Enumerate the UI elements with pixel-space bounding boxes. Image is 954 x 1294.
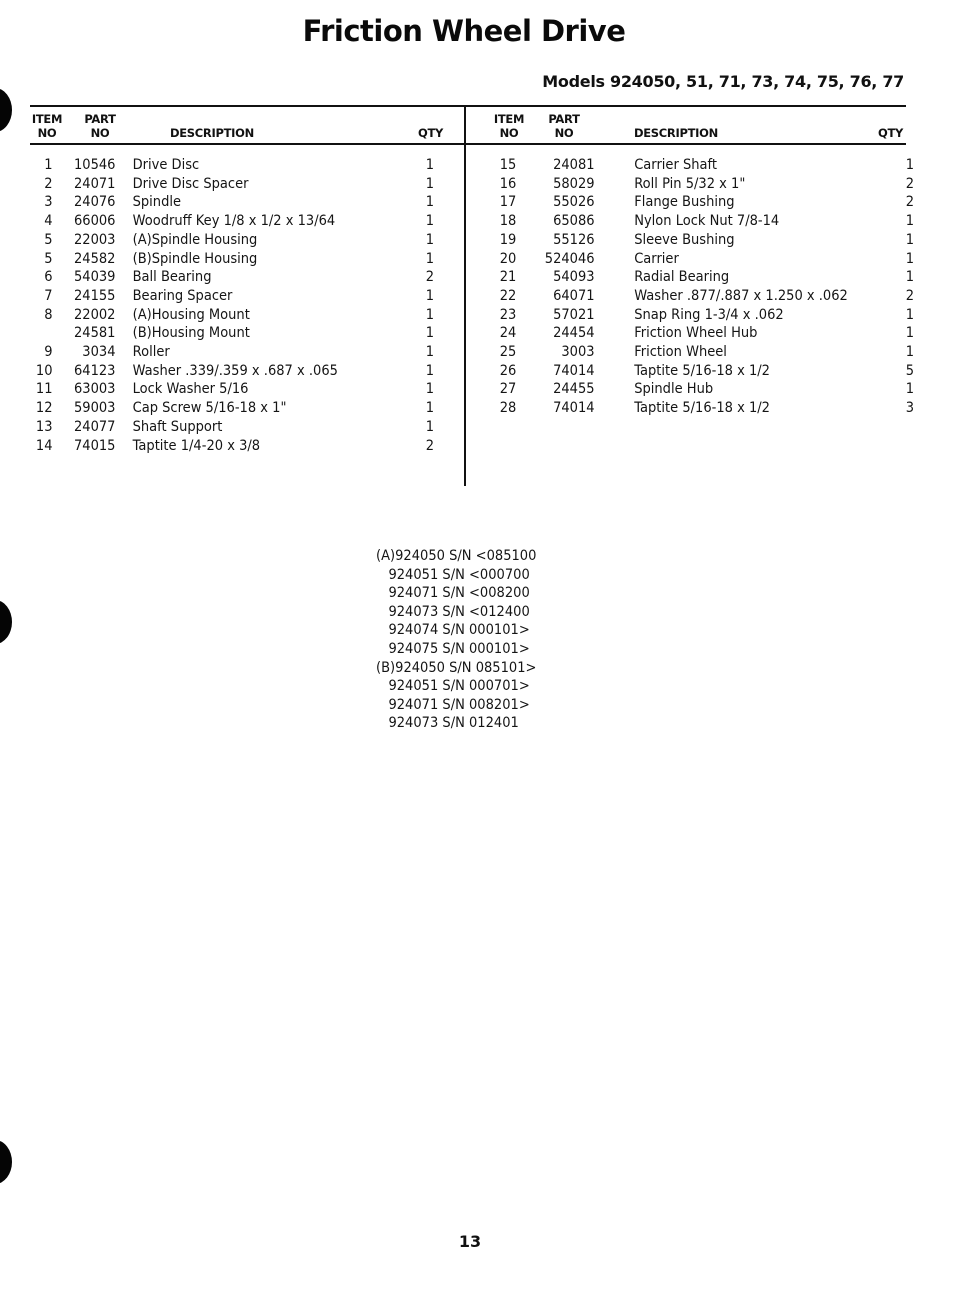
cell-qty: 2 xyxy=(905,175,915,192)
cell-part: 24581 xyxy=(73,325,116,342)
cell-qty: 2 xyxy=(905,287,915,304)
cell-part: 24081 xyxy=(553,157,595,173)
cell-part: 59003 xyxy=(73,400,116,417)
cell-part: 66006 xyxy=(73,213,116,230)
cell-part: 3003 xyxy=(561,344,595,360)
cell-part: 55026 xyxy=(553,194,595,211)
cell-part: 24155 xyxy=(73,287,116,304)
cell-qty: 2 xyxy=(905,194,915,211)
cell-desc: Friction Wheel Hub xyxy=(634,325,758,342)
cell-desc: (B)Housing Mount xyxy=(132,325,250,342)
table-row xyxy=(483,324,933,343)
table-row xyxy=(483,362,933,381)
cell-part: 24077 xyxy=(73,418,116,435)
left-header-part: PART NO xyxy=(84,112,116,140)
cell-qty: 1 xyxy=(425,194,435,211)
cell-item: 18 xyxy=(499,213,517,230)
cell-item: 5 xyxy=(44,231,53,248)
cell-part: 54093 xyxy=(553,269,595,286)
serial-note-line: 924073 S/N <012400 xyxy=(376,603,530,620)
cell-item: 12 xyxy=(35,400,53,417)
cell-desc: Nylon Lock Nut 7/8-14 xyxy=(634,213,780,230)
cell-item: 14 xyxy=(35,437,53,454)
cell-desc: Taptite 5/16-18 x 1/2 xyxy=(634,400,770,417)
cell-item: 23 xyxy=(499,306,517,323)
cell-desc: (A)Spindle Housing xyxy=(132,231,258,248)
cell-part: 524046 xyxy=(544,250,595,267)
table-row xyxy=(30,156,480,175)
table-row xyxy=(30,175,480,194)
cell-desc: Cap Screw 5/16-18 x 1" xyxy=(132,400,287,417)
cell-desc: Spindle xyxy=(132,194,182,211)
cell-qty: 5 xyxy=(905,362,915,379)
cell-desc: Drive Disc Spacer xyxy=(132,175,249,192)
serial-note-line: 924071 S/N <008200 xyxy=(376,585,530,602)
table-row xyxy=(483,231,933,250)
cell-part: 64123 xyxy=(73,362,116,379)
cell-item: 15 xyxy=(499,157,517,173)
cell-part: 24071 xyxy=(73,175,116,192)
cell-qty: 1 xyxy=(425,306,435,323)
cell-item: 24 xyxy=(499,325,517,342)
cell-qty: 1 xyxy=(905,250,915,267)
cell-desc: Roll Pin 5/32 x 1" xyxy=(634,175,746,192)
cell-desc: Taptite 5/16-18 x 1/2 xyxy=(634,362,770,379)
cell-desc: Friction Wheel xyxy=(634,344,727,360)
serial-note-line: 924074 S/N 000101> xyxy=(376,622,530,639)
cell-desc: Taptite 1/4-20 x 3/8 xyxy=(132,437,261,454)
cell-qty: 1 xyxy=(425,418,435,435)
cell-item: 16 xyxy=(499,175,517,192)
cell-qty: 1 xyxy=(905,269,915,286)
cell-desc: Ball Bearing xyxy=(132,269,212,286)
cell-item: 25 xyxy=(499,344,517,360)
table-row xyxy=(483,287,933,306)
cell-qty: 1 xyxy=(905,381,915,398)
cell-desc: Bearing Spacer xyxy=(132,287,233,304)
right-header-item: ITEM NO xyxy=(493,112,525,140)
cell-part: 65086 xyxy=(553,213,595,230)
cell-item: 6 xyxy=(44,269,53,286)
table-row xyxy=(30,231,480,250)
cell-qty: 1 xyxy=(425,250,435,267)
cell-qty: 1 xyxy=(905,157,915,173)
cell-desc: Carrier xyxy=(634,250,679,267)
serial-note-line: (B)924050 S/N 085101> xyxy=(376,659,537,676)
cell-desc: Flange Bushing xyxy=(634,194,735,211)
cell-qty: 1 xyxy=(425,287,435,304)
table-row xyxy=(483,268,933,287)
cell-item: 19 xyxy=(499,231,517,248)
models-subtitle: Models 924050, 51, 71, 73, 74, 75, 76, 77 xyxy=(542,72,904,91)
table-row xyxy=(483,399,933,418)
table-row xyxy=(30,250,480,269)
cell-item: 4 xyxy=(44,213,53,230)
table-row xyxy=(30,193,480,212)
page-number: 13 xyxy=(458,1232,482,1251)
cell-desc: Snap Ring 1-3/4 x .062 xyxy=(634,306,784,323)
cell-item: 9 xyxy=(44,344,53,360)
cell-item: 22 xyxy=(499,287,517,304)
table-row xyxy=(483,380,933,399)
cell-part: 64071 xyxy=(553,287,595,304)
serial-note-line: 924051 S/N 000701> xyxy=(376,678,530,695)
table-row xyxy=(30,306,480,325)
cell-item: 28 xyxy=(499,400,517,417)
cell-desc: Radial Bearing xyxy=(634,269,730,286)
cell-desc: Sleeve Bushing xyxy=(634,231,735,248)
table-row xyxy=(30,343,480,362)
cell-qty: 1 xyxy=(905,213,915,230)
cell-part: 55126 xyxy=(553,231,595,248)
serial-note-line: 924075 S/N 000101> xyxy=(376,640,530,657)
serial-note-line: 924073 S/N 012401 xyxy=(376,715,519,732)
left-header-item: ITEM NO xyxy=(31,112,63,140)
table-header-rule xyxy=(30,143,906,145)
binder-hole-2 xyxy=(0,600,12,644)
cell-item: 21 xyxy=(499,269,517,286)
cell-item: 8 xyxy=(44,306,53,323)
cell-item: 20 xyxy=(499,250,517,267)
cell-qty: 1 xyxy=(425,213,435,230)
serial-note-line: 924071 S/N 008201> xyxy=(376,696,530,713)
cell-part: 58029 xyxy=(553,175,595,192)
right-header-description: DESCRIPTION xyxy=(634,126,718,140)
cell-part: 74014 xyxy=(553,400,595,417)
cell-desc: Roller xyxy=(132,344,170,360)
table-row xyxy=(30,324,480,343)
table-row xyxy=(483,212,933,231)
cell-item: 17 xyxy=(499,194,517,211)
table-row xyxy=(30,399,480,418)
table-row xyxy=(30,362,480,381)
cell-part: 24454 xyxy=(553,325,595,342)
left-header-qty: QTY xyxy=(418,126,444,140)
table-row xyxy=(30,380,480,399)
binder-hole-1 xyxy=(0,88,12,132)
cell-qty: 1 xyxy=(425,381,435,398)
cell-part: 10546 xyxy=(73,157,116,173)
cell-item: 11 xyxy=(35,381,53,398)
serial-note-line: 924051 S/N <000700 xyxy=(376,566,530,583)
cell-qty: 1 xyxy=(905,344,915,360)
left-header-description: DESCRIPTION xyxy=(170,126,254,140)
cell-desc: Carrier Shaft xyxy=(634,157,718,173)
cell-item: 7 xyxy=(44,287,53,304)
cell-desc: (B)Spindle Housing xyxy=(132,250,258,267)
cell-item: 26 xyxy=(499,362,517,379)
table-row xyxy=(30,268,480,287)
cell-qty: 1 xyxy=(425,362,435,379)
cell-part: 54039 xyxy=(73,269,116,286)
cell-qty: 1 xyxy=(425,344,435,360)
cell-qty: 2 xyxy=(425,437,435,454)
cell-desc: Washer .339/.359 x .687 x .065 xyxy=(132,362,338,379)
cell-desc: Washer .877/.887 x 1.250 x .062 xyxy=(634,287,848,304)
table-row xyxy=(30,418,480,437)
cell-qty: 3 xyxy=(905,400,915,417)
cell-desc: Lock Washer 5/16 xyxy=(132,381,249,398)
cell-desc: Shaft Support xyxy=(132,418,223,435)
table-row xyxy=(483,343,933,362)
cell-part: 24582 xyxy=(73,250,116,267)
cell-part: 24455 xyxy=(553,381,595,398)
cell-part: 3034 xyxy=(82,344,116,360)
cell-item: 5 xyxy=(44,250,53,267)
table-row xyxy=(483,250,933,269)
cell-qty: 1 xyxy=(905,306,915,323)
cell-qty: 1 xyxy=(425,175,435,192)
table-row xyxy=(30,212,480,231)
cell-part: 63003 xyxy=(73,381,116,398)
serial-number-notes xyxy=(376,547,536,733)
cell-qty: 2 xyxy=(425,269,435,286)
cell-desc: Drive Disc xyxy=(132,157,200,173)
right-header-part: PART NO xyxy=(548,112,580,140)
cell-part: 57021 xyxy=(553,306,595,323)
table-row xyxy=(30,287,480,306)
serial-note-line: (A)924050 S/N <085100 xyxy=(376,548,537,564)
binder-hole-3 xyxy=(0,1140,12,1184)
cell-part: 74015 xyxy=(73,437,116,454)
table-row xyxy=(483,306,933,325)
cell-desc: (A)Housing Mount xyxy=(132,306,250,323)
table-row xyxy=(483,193,933,212)
table-row xyxy=(483,175,933,194)
table-top-rule xyxy=(30,105,906,107)
cell-item: 13 xyxy=(35,418,53,435)
cell-part: 74014 xyxy=(553,362,595,379)
cell-qty: 1 xyxy=(905,325,915,342)
cell-part: 22002 xyxy=(73,306,116,323)
table-row xyxy=(30,437,480,456)
cell-item: 1 xyxy=(44,157,53,173)
cell-qty: 1 xyxy=(425,231,435,248)
cell-part: 24076 xyxy=(73,194,116,211)
cell-item: 10 xyxy=(35,362,53,379)
cell-qty: 1 xyxy=(425,157,435,173)
cell-qty: 1 xyxy=(425,400,435,417)
cell-qty: 1 xyxy=(425,325,435,342)
right-header-qty: QTY xyxy=(878,126,904,140)
cell-item: 3 xyxy=(44,194,53,211)
cell-item: 2 xyxy=(44,175,53,192)
cell-qty: 1 xyxy=(905,231,915,248)
table-row xyxy=(483,156,933,175)
cell-desc: Woodruff Key 1/8 x 1/2 x 13/64 xyxy=(132,213,336,230)
page-title: Friction Wheel Drive xyxy=(302,14,626,48)
cell-part: 22003 xyxy=(73,231,116,248)
cell-item: 27 xyxy=(499,381,517,398)
cell-desc: Spindle Hub xyxy=(634,381,714,398)
